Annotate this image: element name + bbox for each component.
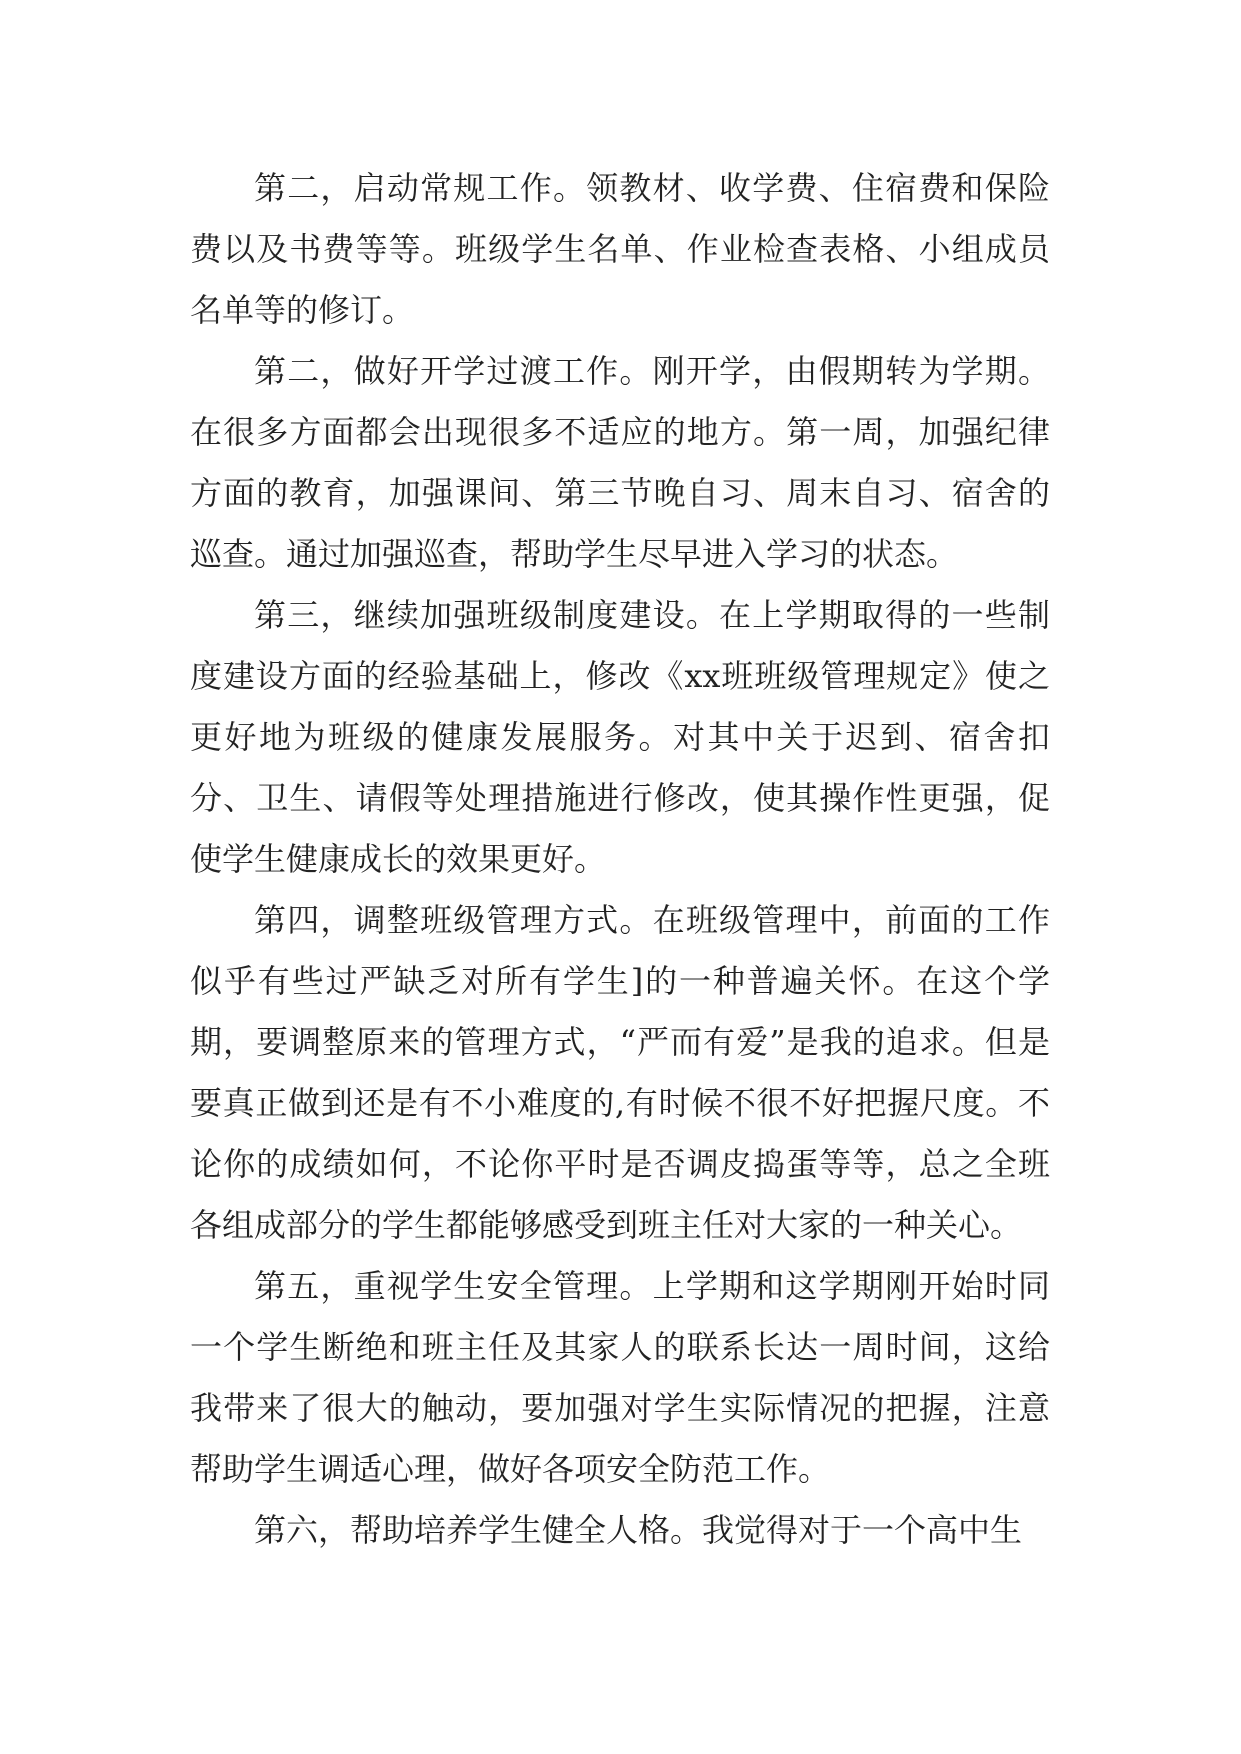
paragraph-6: 第六，帮助培养学生健全人格。我觉得对于一个高中生 xyxy=(254,1511,1023,1549)
paragraph-2: 第二，做好开学过渡工作。刚开学，由假期转为学期。在很多方面都会出现很多不适应的地方。第一周，加强纪律方面的教育，加强课间、第三节晚自习、周末自习、宿舍的巡查。通过加强巡查，帮助学生尽早进入学习的状态。 xyxy=(190,352,1050,573)
paragraph-5: 第五，重视学生安全管理。上学期和这学期刚开始时同一个学生断绝和班主任及其家人的联系长达一周时间，这给我带来了很大的触动，要加强对学生实际情况的把握，注意帮助学生调适心理，做好各项安全防范工作。 xyxy=(190,1267,1050,1488)
paragraph-3: 第三，继续加强班级制度建设。在上学期取得的一些制度建设方面的经验基础上，修改《xx班班级管理规定》使之更好地为班级的健康发展服务。对其中关于迟到、宿舍扣分、卫生、请假等处理措施进行修改，使其操作性更强，促使学生健康成长的效果更好。 xyxy=(190,596,1050,878)
paragraph-1: 第二，启动常规工作。领教材、收学费、住宿费和保险费以及书费等等。班级学生名单、作业检查表格、小组成员名单等的修订。 xyxy=(190,169,1050,329)
document-body xyxy=(190,158,1050,1561)
paragraph-4: 第四，调整班级管理方式。在班级管理中，前面的工作似乎有些过严缺乏对所有学生]的一种普遍关怀。在这个学期，要调整原来的管理方式，“严而有爱”是我的追求。但是要真正做到还是有不小难度的,有时候不很不好把握尺度。不论你的成绩如何，不论你平时是否调皮捣蛋等等，总之全班各组成部分的学生都能够感受到班主任对大家的一种关心。 xyxy=(190,901,1050,1244)
